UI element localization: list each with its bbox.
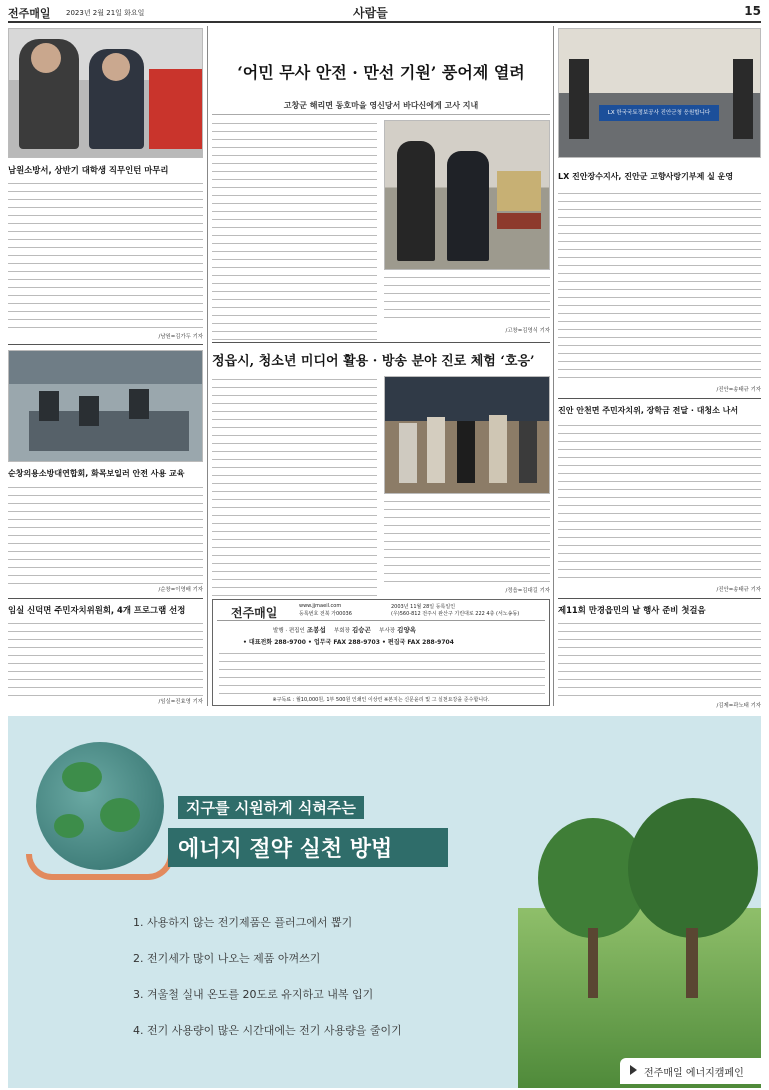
story-body (8, 484, 203, 584)
ceremony-photo (384, 120, 550, 270)
story-title: 제11회 만경읍민의 날 행사 준비 첫걸음 (558, 605, 706, 615)
ad-title-line2: 에너지 절약 실천 방법 (168, 828, 448, 867)
masthead-addr: (우)560-812 전주시 완산구 기린대로 222 4층 (서노송동) (391, 611, 520, 617)
youth-body-right (384, 498, 550, 584)
story-body (558, 422, 761, 582)
phone-number: • 대표전화 288-9700 (243, 639, 306, 646)
staff-name: 김양옥 (397, 626, 417, 634)
youth-body-left (212, 376, 377, 596)
campaign-label: 전주매일 에너지캠페인 (644, 1068, 744, 1079)
play-icon (630, 1065, 637, 1075)
masthead-reg: 등록번호 전북 가00036 (299, 611, 352, 617)
staff-role: 발행 · 편집인 (273, 628, 305, 634)
lx-group-photo (558, 28, 761, 158)
tip-item: 4. 전기 사용량이 많은 시간대에는 전기 사용량을 줄이기 (133, 1024, 402, 1037)
hands-illustration (26, 854, 174, 880)
ad-title-line1: 지구를 시원하게 식혀주는 (178, 796, 364, 819)
campaign-tag (620, 1058, 761, 1084)
story-byline: /임실=진효영 기자 (158, 699, 203, 705)
main-body-right (384, 274, 550, 320)
bureau-directory (219, 650, 545, 694)
staff-role: 부사장 (379, 628, 396, 634)
phone-number: • 편집국 FAX 288-9704 (382, 639, 454, 646)
main-subhead: 고창군 해리면 동호마을 영신당서 바다신에게 고사 지내 (283, 101, 479, 110)
main-byline: /고창=김영식 기자 (505, 328, 550, 334)
firefighters-photo (8, 28, 203, 158)
story-body (558, 620, 761, 700)
story-title: 진안 안천면 주민자치위, 장학금 전달 · 대청소 나서 (558, 406, 739, 415)
story-byline: /김제=곽노태 기자 (716, 703, 761, 709)
fire-safety-photo (8, 350, 203, 462)
main-body-left (212, 120, 377, 340)
story-byline: /진안=송태규 기자 (716, 387, 761, 393)
story-body (8, 180, 203, 330)
story-byline: /순창=이영배 기자 (158, 587, 203, 593)
youth-byline: /정읍=김대길 기자 (505, 588, 550, 594)
tips-list (133, 914, 513, 1058)
masthead-name: 전주매일 (231, 606, 278, 620)
story-title: 남원소방서, 상반기 대학생 직무인턴 마무리 (8, 165, 169, 175)
story-title: 임실 신덕면 주민자치위원회, 4개 프로그램 선정 (8, 605, 186, 615)
phone-number: • 업무국 FAX 288-9703 (308, 639, 380, 646)
staff-role: 부회장 (334, 628, 350, 634)
staff-name: 조봉섭 (306, 626, 326, 634)
staff-name: 김승곤 (352, 626, 371, 634)
phone-line (243, 637, 454, 646)
masthead-site: www.jjmaeil.com (299, 603, 342, 609)
youth-broadcast-photo (384, 376, 550, 494)
tip-item: 1. 사용하지 않는 전기제품은 플러그에서 뽑기 (133, 916, 353, 929)
header-date: 2023년 2월 21일 화요일 (66, 9, 145, 17)
page-header (8, 3, 761, 21)
globe-illustration (36, 742, 164, 870)
tip-item: 3. 겨울철 실내 온도를 20도로 유지하고 내복 입기 (133, 988, 374, 1001)
tip-item: 2. 전기세가 많이 나오는 제품 아껴쓰기 (133, 952, 321, 965)
story-title: 순창의용소방대연합회, 화목보일러 안전 사용 교육 (8, 469, 185, 478)
masthead-date: 2003년 11월 28일 등록일인 (391, 604, 456, 610)
banner-text: LX 한국국토정보공사 진안군청 응원합니다 (607, 110, 711, 116)
trees-illustration (518, 788, 761, 1088)
staff-line (273, 625, 416, 634)
energy-ad (8, 716, 761, 1088)
masthead-box (212, 599, 550, 706)
section-title: 사람들 (353, 6, 388, 20)
story-title: LX 진안장수지사, 진안군 고향사랑기부제 실 운영 (558, 172, 734, 181)
story-byline: /진안=송태규 기자 (716, 587, 761, 593)
story-body (558, 190, 761, 378)
youth-headline: 정읍시, 청소년 미디어 활용 · 방송 분야 진로 체험 ‘호응’ (212, 354, 535, 369)
masthead-footer: ※구독료 : 월10,000원, 1부 500원 인쇄인 이상린 ※본지는 신문윤리 및 그 실천요강을 준수합니다. (272, 697, 490, 703)
page-number: 15 (744, 4, 761, 18)
paper-name: 전주매일 (8, 7, 51, 20)
story-byline: /남원=김가두 기자 (158, 334, 203, 340)
main-headline: ‘어민 무사 안전 · 만선 기원’ 풍어제 열려 (237, 63, 525, 82)
story-body (8, 620, 203, 700)
